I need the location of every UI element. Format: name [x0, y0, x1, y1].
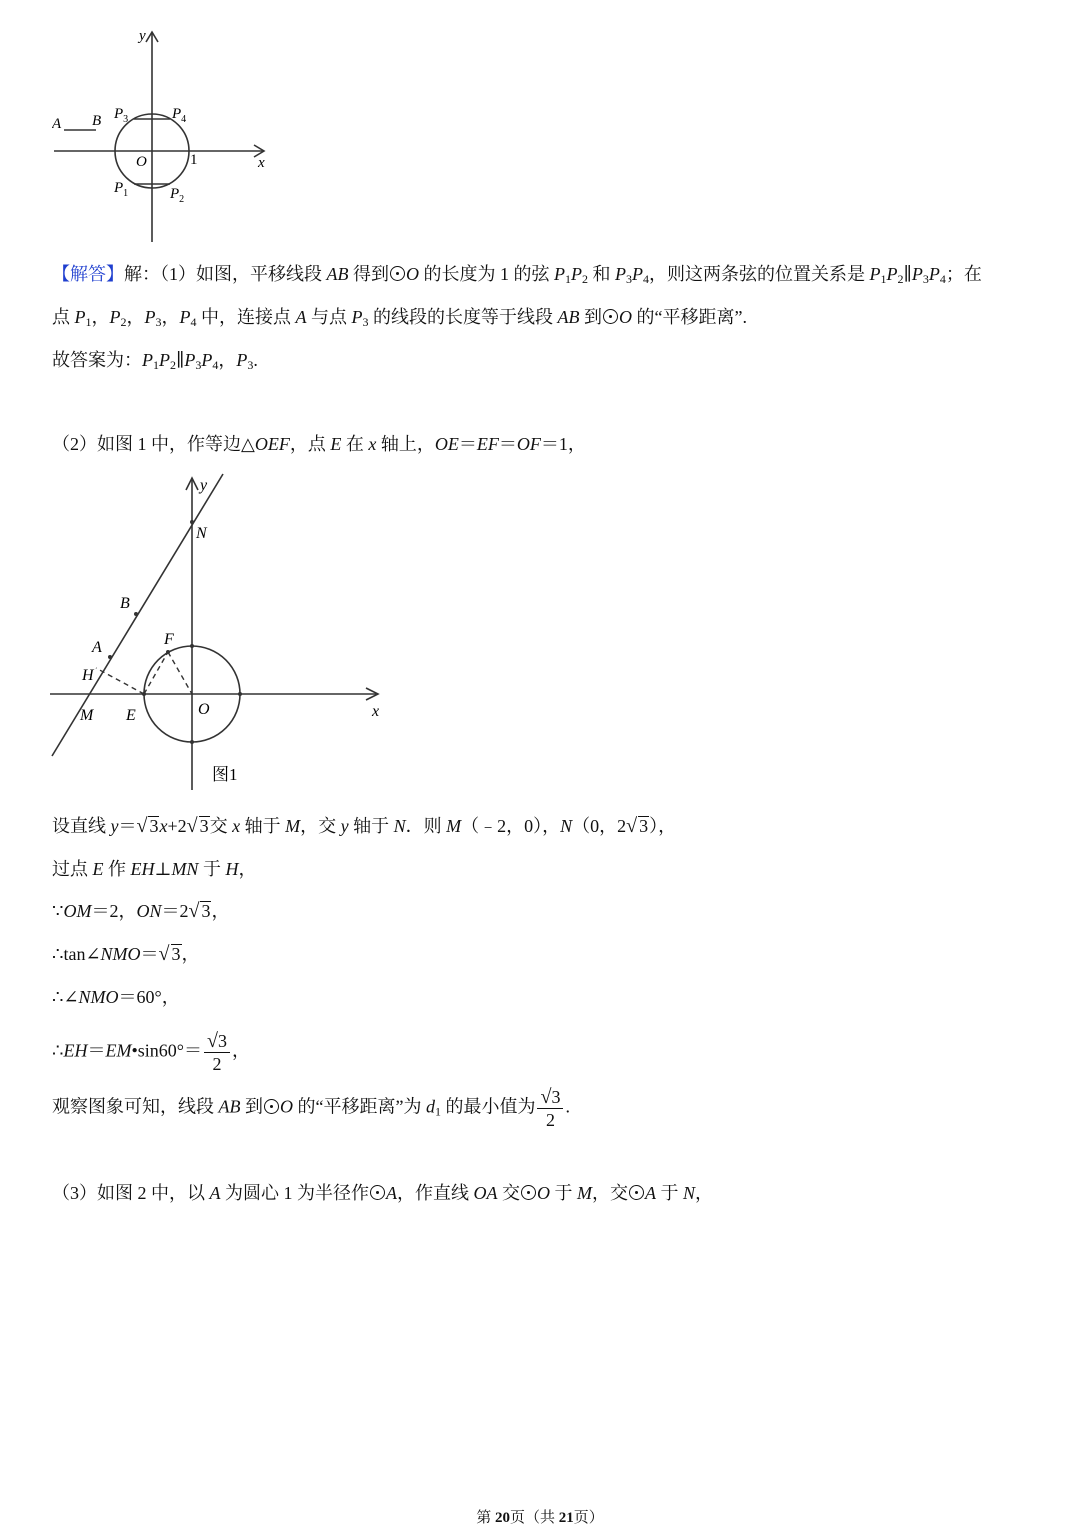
point-e — [142, 692, 146, 696]
fig1-y-label: y — [200, 477, 208, 494]
segment-ef — [144, 652, 168, 694]
part2-line-1: 设直线 y＝√ 3x+2√ 3交 x 轴于 M，交 y 轴于 N．则 M（﹣2，0），N（0，2√ 3）， — [52, 815, 677, 837]
y-label: y — [139, 28, 146, 44]
label-one: 1 — [190, 152, 198, 168]
fig1-label-b: B — [120, 595, 130, 612]
fig1-caption: 图1 — [212, 765, 238, 784]
part2-line-3: ∵OM＝2，ON＝2√ 3， — [52, 900, 230, 922]
fig1-label-a: A — [92, 639, 102, 656]
part2-line-7: 观察图象可知，线段 AB 到 O 的“平移距离”为 $d_1$ 的最小值为 $\frac{√3}{2}$ . — [52, 1086, 570, 1130]
circle-symbol-icon — [390, 266, 405, 281]
answer-tag: 【解答】 — [52, 264, 124, 284]
label-o: O — [136, 154, 147, 170]
label-p3: $P_3$ — [114, 106, 129, 125]
fraction-sqrt3-over-2: $\frac{√3}{2}$ — [537, 1086, 563, 1131]
point-b — [134, 612, 138, 616]
fig1-label-n: N — [196, 525, 207, 542]
answer-line-2: 点 $P_1$，$P_2$，$P_3$，$P_4$ 中，连接点 A 与点 $P_3$ 的线段的长度等于线段 AB 到 O 的“平移距离”. — [52, 307, 747, 329]
part2-line-5: ∴∠NMO＝60°， — [52, 987, 180, 1007]
point-a — [108, 655, 112, 659]
point-f — [166, 650, 170, 654]
fig1-label-e: E — [126, 707, 136, 724]
part2-line-4: ∴tan∠NMO＝√ 3， — [52, 943, 200, 965]
circle-symbol-icon — [603, 309, 618, 324]
circle-symbol-icon — [370, 1185, 385, 1200]
fraction-sqrt3-over-2: $\frac{√3}{2}$ — [204, 1030, 230, 1075]
segment-fo — [168, 652, 192, 694]
answer-line-3: 故答案为：$P_1P_2\parallel P_3P_4$，$P_3$. — [52, 350, 258, 372]
point-top-circle — [190, 644, 194, 648]
fig1-label-f: F — [164, 631, 174, 648]
point-bottom-circle — [190, 740, 194, 744]
part2-line-2: 过点 E 作 EH⊥MN 于 H， — [52, 859, 257, 879]
page-footer: 第 20页（共 21页） — [476, 1510, 604, 1526]
label-p1: $P_1$ — [114, 180, 129, 199]
segment-eh — [96, 668, 144, 694]
fig1-label-h: H — [82, 667, 94, 684]
circle-symbol-icon — [264, 1099, 279, 1114]
part2-intro: （2）如图 1 中，作等边△OEF，点 E 在 x 轴上，OE＝EF＝OF＝1， — [52, 434, 586, 454]
label-b: B — [92, 113, 102, 129]
part2-line-6: ∴EH＝EM•sin60°＝ $\frac{√3}{2}$ ， — [52, 1030, 250, 1074]
answer-line-1: 【解答】解：（1）如图，平移线段 AB 得到 O 的长度为 1 的弦 $P_1P_2$ 和 $P_3P_4$，则这两条弦的位置关系是 $P_1P_2\parallel P_3P_4$；在 — [52, 264, 982, 286]
point-n — [190, 520, 194, 524]
fig1-label-m: M — [80, 707, 94, 724]
label-p4: $P_4$ — [172, 106, 187, 125]
label-p2: $P_2$ — [170, 186, 185, 205]
total-pages: 21 — [558, 1510, 574, 1526]
figure-top — [52, 24, 282, 248]
part3-intro: （3）如图 2 中，以 A 为圆心 1 为半径作 A，作直线 OA 交 O 于 M，交 A 于 N， — [52, 1183, 714, 1203]
point-right-circle — [238, 692, 242, 696]
label-a: A — [52, 116, 62, 132]
fig1-x-label: x — [372, 703, 380, 720]
x-label: x — [258, 155, 265, 171]
circle-symbol-icon — [521, 1185, 536, 1200]
current-page: 20 — [494, 1510, 510, 1526]
circle-symbol-icon — [629, 1185, 644, 1200]
fig1-label-o: O — [198, 701, 210, 718]
figure-1 — [48, 472, 398, 797]
